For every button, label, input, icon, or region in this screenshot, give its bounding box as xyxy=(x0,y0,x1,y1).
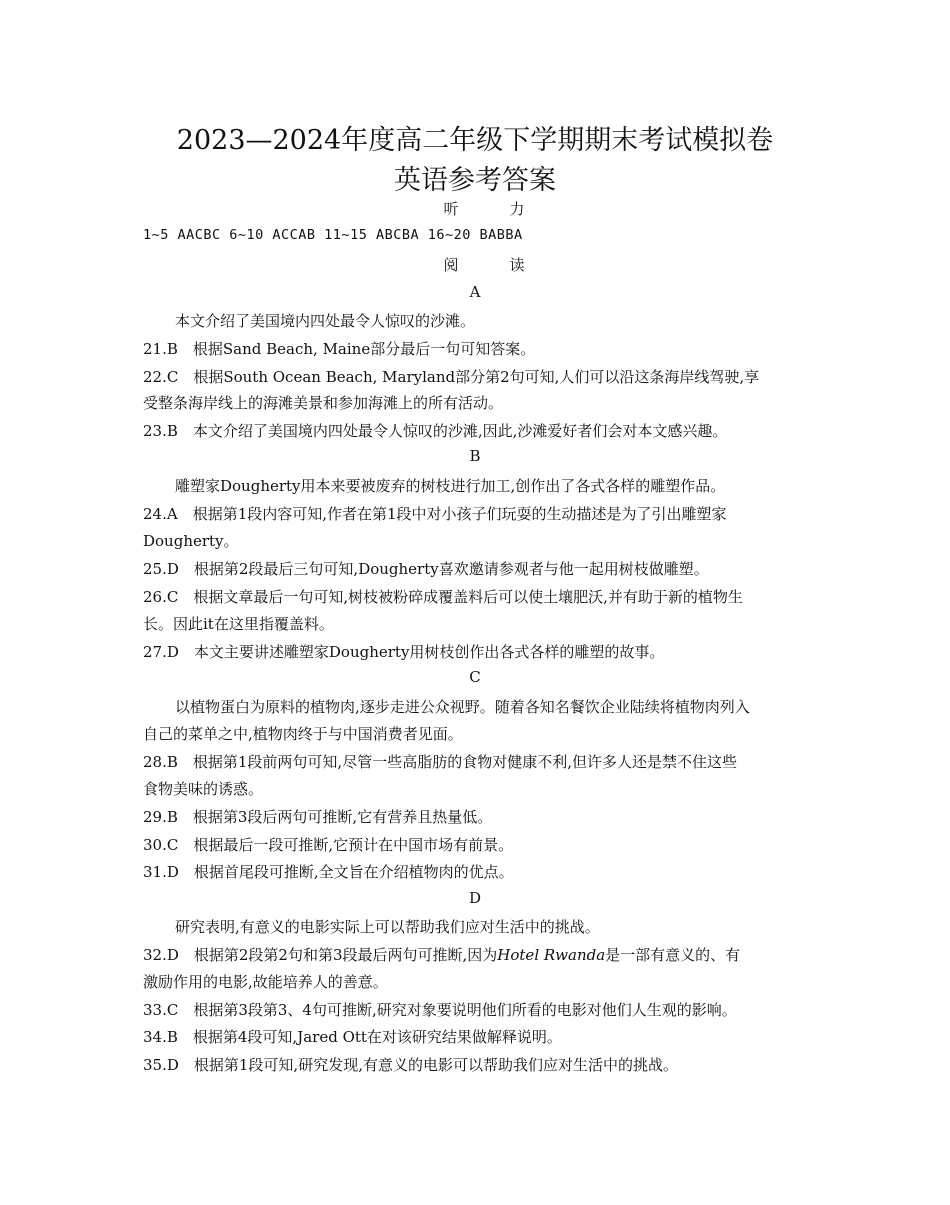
answer-item-continued: 受整条海岸线上的海滩美景和参加海滩上的所有活动。 xyxy=(143,394,504,412)
answer-item-continued: 长。因此it在这里指覆盖料。 xyxy=(143,615,334,633)
answer-item: 29.B 根据第3段后两句可推断,它有营养且热量低。 xyxy=(143,808,493,826)
answer-item: 33.C 根据第3段第3、4句可推断,研究对象要说明他们所看的电影对他们人生观的影响。 xyxy=(143,1001,737,1019)
answer-item: 24.A 根据第1段内容可知,作者在第1段中对小孩子们玩耍的生动描述是为了引出雕塑家 xyxy=(143,505,727,523)
answer-item: 23.B 本文介绍了美国境内四处最令人惊叹的沙滩,因此,沙滩爱好者们会对本文感兴趣。 xyxy=(143,422,728,440)
answer-item: 31.D 根据首尾段可推断,全文旨在介绍植物肉的优点。 xyxy=(143,863,514,881)
answer-item: 34.B 根据第4段可知,Jared Ott在对该研究结果做解释说明。 xyxy=(143,1028,562,1046)
answer-item xyxy=(143,944,740,965)
answer-item: 26.C 根据文章最后一句可知,树枝被粉碎成覆盖料后可以使土壤肥沃,并有助于新的植物生 xyxy=(143,588,743,606)
section-label-a: A xyxy=(469,283,481,301)
answer-item-post: 是一部有意义的、有 xyxy=(605,946,741,964)
section-d-summary: 研究表明,有意义的电影实际上可以帮助我们应对生活中的挑战。 xyxy=(175,918,600,936)
section-b-summary: 雕塑家Dougherty用本来要被废弃的树枝进行加工,创作出了各式各样的雕塑作品。 xyxy=(175,477,726,495)
answer-item: 35.D 根据第1段可知,研究发现,有意义的电影可以帮助我们应对生活中的挑战。 xyxy=(143,1056,678,1074)
section-label-d: D xyxy=(468,889,482,907)
page-title: 2023—2024年度高二年级下学期期末考试模拟卷 xyxy=(176,125,774,156)
section-a-summary: 本文介绍了美国境内四处最令人惊叹的沙滩。 xyxy=(175,312,476,330)
answer-item: 21.B 根据Sand Beach, Maine部分最后一句可知答案。 xyxy=(143,340,536,358)
answer-item-continued: Dougherty。 xyxy=(143,532,239,550)
answer-item: 25.D 根据第2段最后三句可知,Dougherty喜欢邀请参观者与他一起用树枝做雕塑。 xyxy=(143,560,709,578)
section-label-b: B xyxy=(469,447,481,465)
page-subtitle: 英语参考答案 xyxy=(394,165,556,196)
answer-item: 22.C 根据South Ocean Beach, Maryland部分第2句可知,人们可以沿这条海岸线驾驶,享 xyxy=(143,368,760,386)
section-label-c: C xyxy=(469,668,481,686)
answer-item: 30.C 根据最后一段可推断,它预计在中国市场有前景。 xyxy=(143,836,514,854)
section-c-summary: 以植物蛋白为原料的植物肉,逐步走进公众视野。随着各知名餐饮企业陆续将植物肉列入 xyxy=(175,698,750,716)
answer-item: 27.D 本文主要讲述雕塑家Dougherty用树枝创作出各式各样的雕塑的故事。 xyxy=(143,643,665,661)
film-title: Hotel Rwanda xyxy=(497,946,606,964)
answer-item: 28.B 根据第1段前两句可知,尽管一些高脂肪的食物对健康不利,但许多人还是禁不住这些 xyxy=(143,753,737,771)
listening-answers: 1~5 AACBC 6~10 ACCAB 11~15 ABCBA 16~20 BABBA xyxy=(143,227,523,243)
listening-heading: 听 力 xyxy=(443,200,543,218)
section-c-summary-continued: 自己的菜单之中,植物肉终于与中国消费者见面。 xyxy=(143,725,463,743)
answer-item-continued: 食物美味的诱惑。 xyxy=(143,780,264,798)
reading-heading: 阅 读 xyxy=(443,256,543,274)
answer-item-pre: 32.D 根据第2段第2句和第3段最后两句可推断,因为 xyxy=(143,946,498,964)
answer-item-continued: 激励作用的电影,故能培养人的善意。 xyxy=(143,973,388,991)
